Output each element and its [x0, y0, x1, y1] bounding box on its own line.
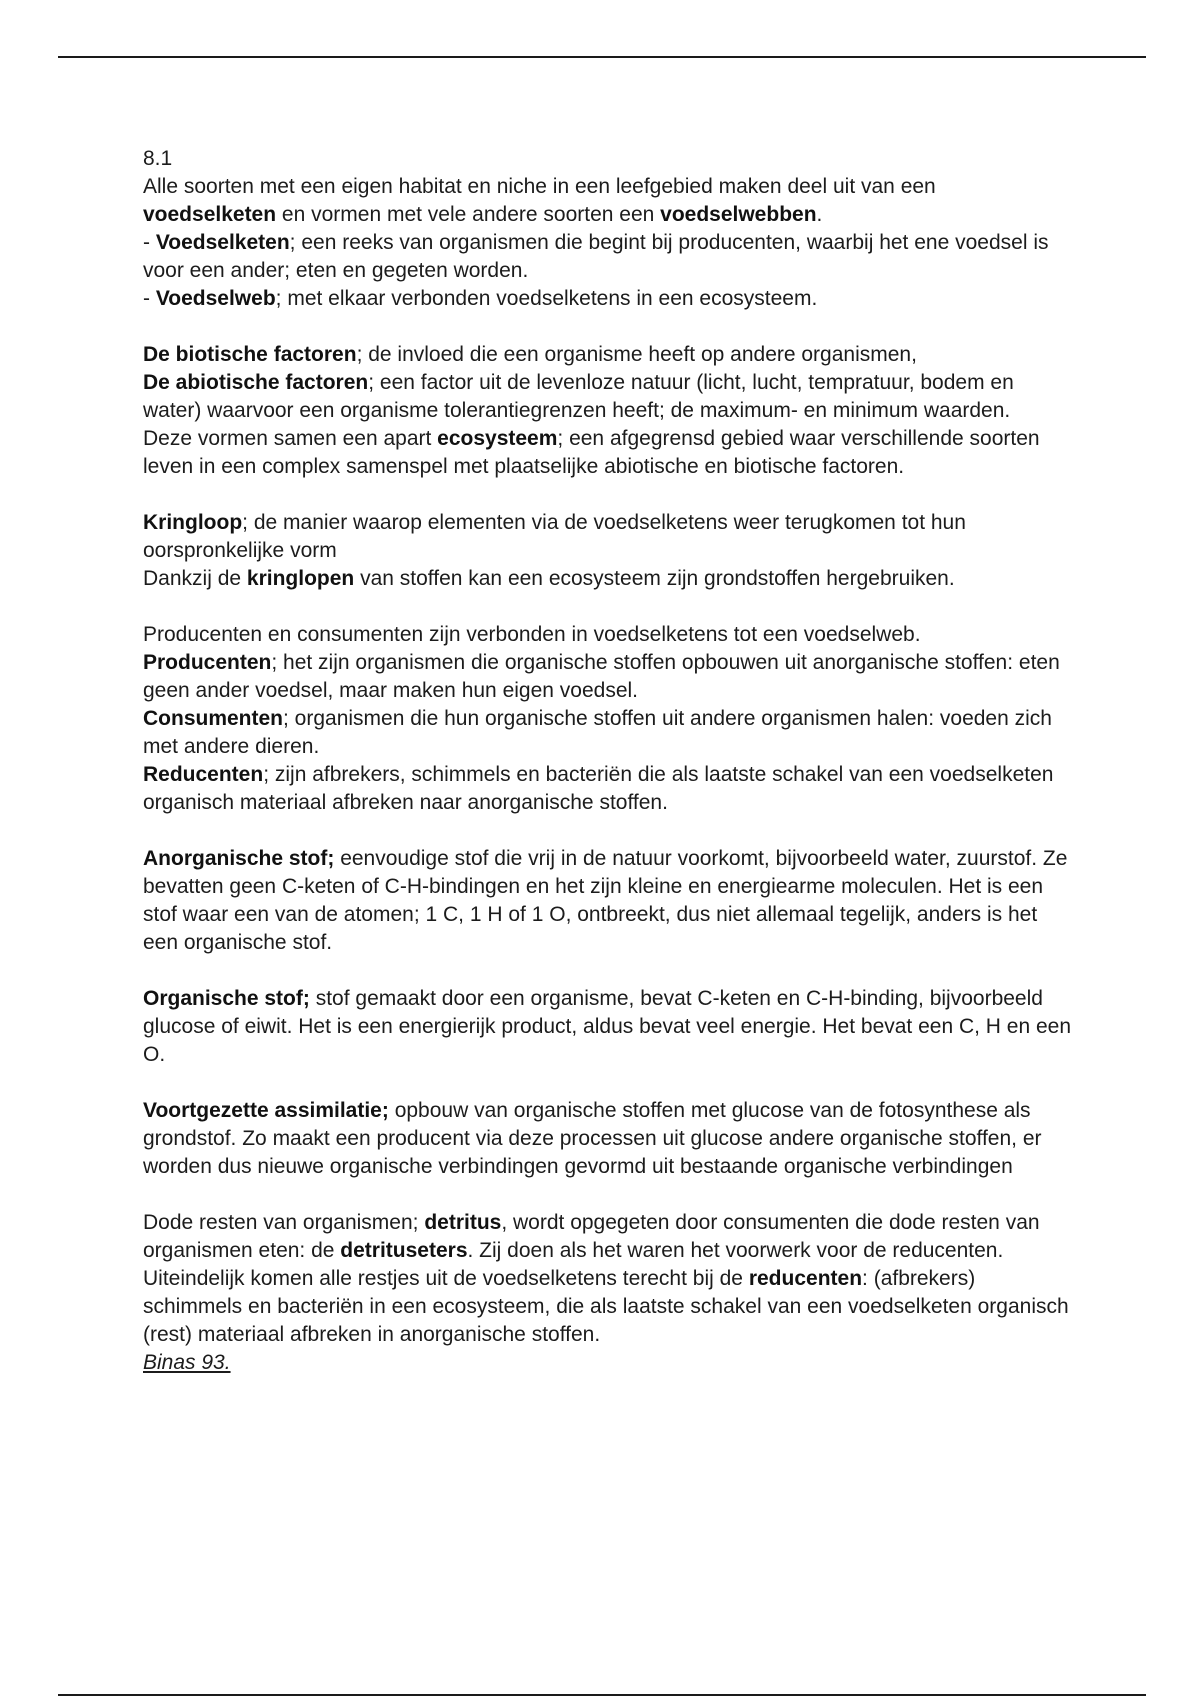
paragraph-producenten-intro: Producenten en consumenten zijn verbonden in voedselketens tot een voedselweb.	[143, 623, 921, 646]
section-number: 8.1	[143, 147, 173, 170]
definition-anorganische-stof: Anorganische stof; eenvoudige stof die vrij in de natuur voorkomt, bijvoorbeeld water, zuurstof. Ze bevatten geen C-keten of C-H-bindingen en het zijn kleine en energiearme moleculen. Het is een stof waar een van de atomen; 1 C, 1 H of 1 O, ontbreekt, dus niet allemaal tegelijk, anders is het een organische stof.	[143, 847, 1068, 954]
paragraph-uiteindelijk: Uiteindelijk komen alle restjes uit de voedselketens terecht bij de reducenten: (afbrekers) schimmels en bacteriën in een ecosysteem, die als laatste schakel van een voedselketen organisch (rest) materiaal afbreken in anorganische stoffen.	[143, 1267, 1069, 1346]
definition-kringloop: Kringloop; de manier waarop elementen via de voedselketens weer terugkomen tot hun oorspronkelijke vorm	[143, 511, 966, 562]
paragraph-kringlopen: Dankzij de kringlopen van stoffen kan een ecosysteem zijn grondstoffen hergebruiken.	[143, 567, 955, 590]
definition-abiotische-factoren: De abiotische factoren; een factor uit de levenloze natuur (licht, lucht, tempratuur, bodem en water) waarvoor een organisme tolerantiegrenzen heeft; de maximum- en minimum waarden.	[143, 371, 1014, 422]
definition-producenten: Producenten; het zijn organismen die organische stoffen opbouwen uit anorganische stoffen: eten geen ander voedsel, maar maken hun eigen voedsel.	[143, 651, 1060, 702]
definition-reducenten: Reducenten; zijn afbrekers, schimmels en bacteriën die als laatste schakel van een voedselketen organisch materiaal afbreken naar anorganische stoffen.	[143, 763, 1054, 814]
definition-consumenten: Consumenten; organismen die hun organische stoffen uit andere organismen halen: voeden zich met andere dieren.	[143, 707, 1052, 758]
paragraph-detritus: Dode resten van organismen; detritus, wordt opgegeten door consumenten die dode resten van organismen eten: de detrituseters. Zij doen als het waren het voorwerk voor de reducenten.	[143, 1211, 1040, 1262]
definition-organische-stof: Organische stof; stof gemaakt door een organisme, bevat C-keten en C-H-binding, bijvoorbeeld glucose of eiwit. Het is een energierijk product, aldus bevat veel energie. Het bevat een C, H en een O.	[143, 987, 1072, 1066]
header-rule	[58, 56, 1146, 58]
intro-paragraph: Alle soorten met een eigen habitat en niche in een leefgebied maken deel uit van een voedselketen en vormen met vele andere soorten een voedselwebben.	[143, 175, 936, 226]
definition-voedselweb: - Voedselweb; met elkaar verbonden voedselketens in een ecosysteem.	[143, 287, 818, 310]
definition-voortgezette-assimilatie: Voortgezette assimilatie; opbouw van organische stoffen met glucose van de fotosynthese als grondstof. Zo maakt een producent via deze processen uit glucose andere organische stoffen, er worden dus nieuwe organische verbindingen gevormd uit bestaande organische verbindingen	[143, 1099, 1042, 1178]
document-body	[143, 145, 1073, 1377]
definition-biotische-factoren: De biotische factoren; de invloed die een organisme heeft op andere organismen,	[143, 343, 917, 366]
term-voedselketen: voedselketen	[143, 203, 277, 226]
term-voedselwebben: voedselwebben	[660, 203, 817, 226]
definition-voedselketen: - Voedselketen; een reeks van organismen die begint bij producenten, waarbij het ene voedsel is voor een ander; eten en gegeten worden.	[143, 231, 1049, 282]
definition-ecosysteem: Deze vormen samen een apart ecosysteem; een afgegrensd gebied waar verschillende soorten leven in een complex samenspel met plaatselijke abiotische en biotische factoren.	[143, 427, 1040, 478]
reference-binas: Binas 93.	[143, 1351, 231, 1374]
footer-rule	[58, 1694, 1146, 1696]
